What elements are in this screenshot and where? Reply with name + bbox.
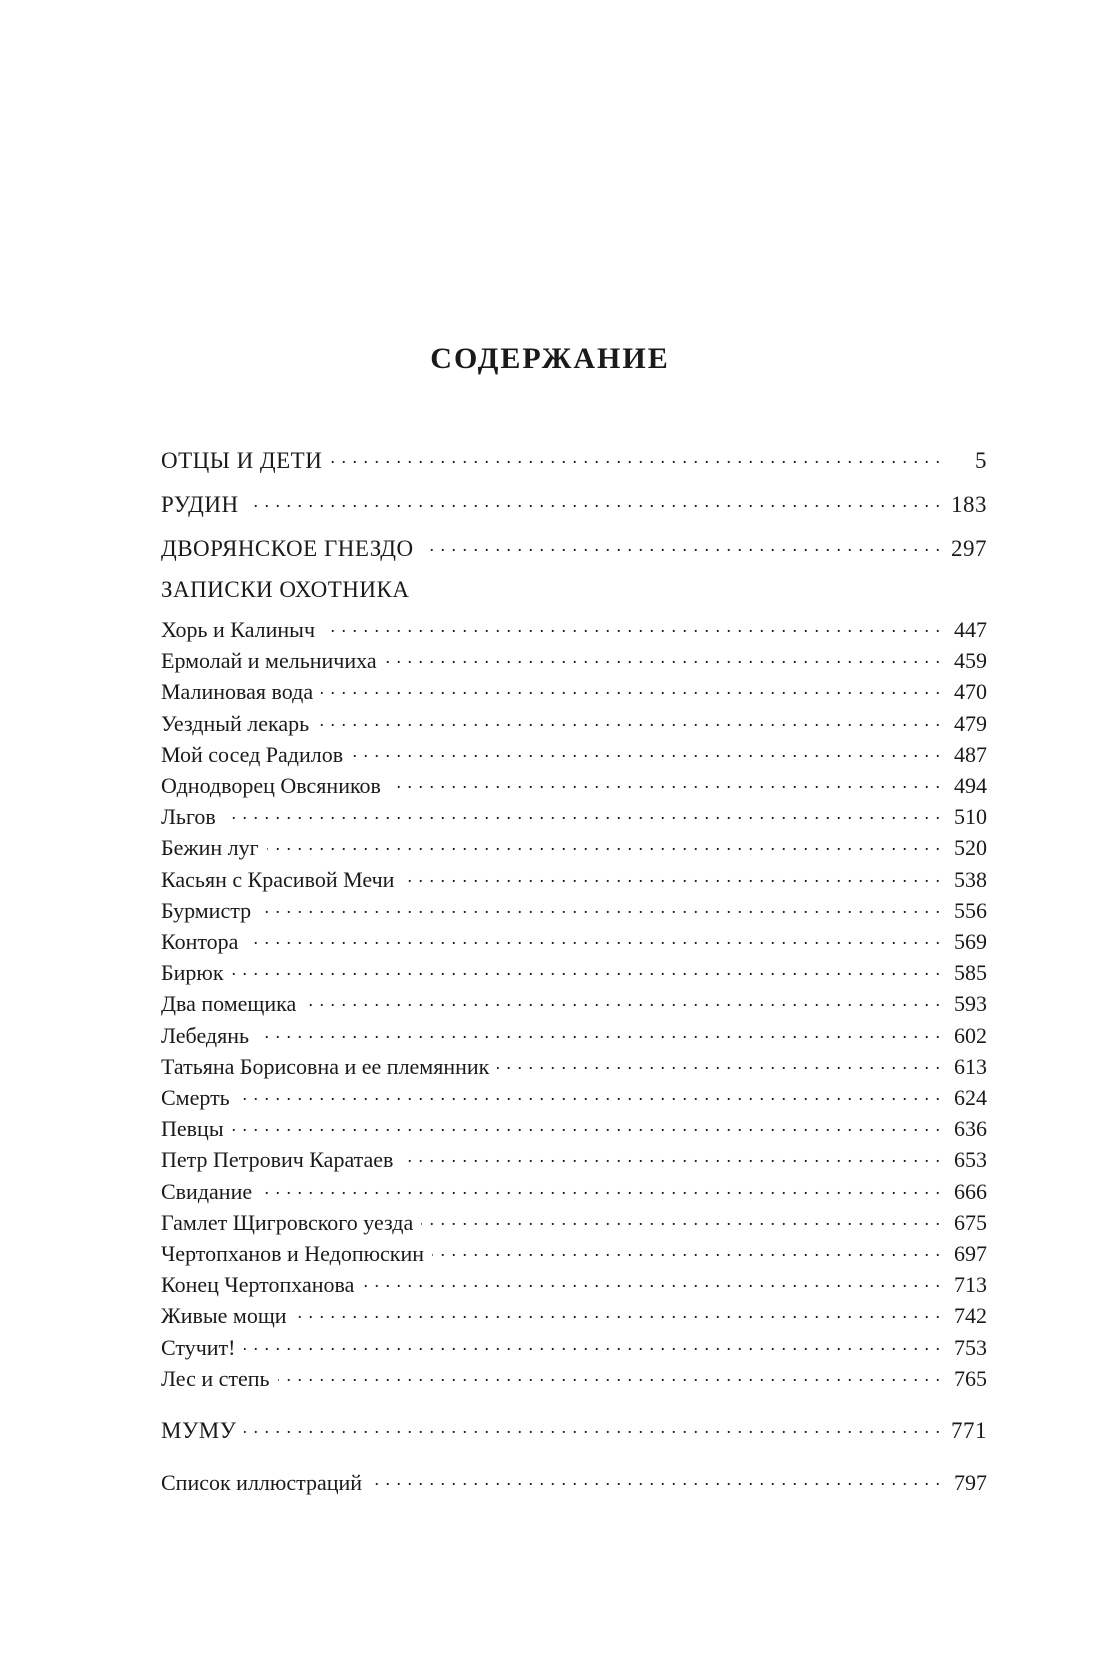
page-number: 556 — [954, 897, 987, 923]
toc-entry[interactable] — [161, 1239, 987, 1267]
dot-leader — [351, 740, 941, 762]
dot-leader — [370, 1468, 941, 1490]
toc-entry[interactable] — [161, 1301, 987, 1329]
dot-leader — [232, 958, 941, 980]
page-number: 459 — [954, 648, 987, 674]
toc-entry[interactable] — [161, 1270, 987, 1298]
page-number: 520 — [954, 835, 987, 861]
entry-title: Петр Петрович Каратаев — [161, 1147, 394, 1173]
page-number: 297 — [951, 536, 987, 561]
entry-title: Свидание — [161, 1178, 253, 1204]
page-number: 753 — [954, 1334, 987, 1360]
page-number: 447 — [954, 617, 987, 642]
entry-title: РУДИН — [161, 492, 239, 517]
page-number: 479 — [954, 710, 987, 736]
page-number: 593 — [954, 991, 987, 1017]
dot-leader — [244, 1333, 942, 1355]
page-number: 585 — [954, 960, 987, 986]
page-number: 697 — [954, 1241, 987, 1266]
entry-title: Касьян с Красивой Мечи — [161, 866, 395, 892]
dot-leader — [385, 646, 941, 668]
toc-entry-dvoryanskoe-gnezdo[interactable] — [161, 533, 987, 562]
dot-leader — [317, 709, 941, 731]
dot-leader — [401, 1145, 941, 1167]
page-number: 636 — [954, 1116, 987, 1142]
entry-title: Ермолай и мельничиха — [161, 648, 377, 674]
page-number: 613 — [954, 1053, 987, 1079]
dot-leader — [260, 1177, 941, 1199]
dot-leader — [362, 1270, 941, 1292]
page-number: 602 — [954, 1022, 987, 1048]
toc-entry[interactable] — [161, 1052, 987, 1080]
entry-title: Лес и степь — [161, 1365, 270, 1391]
entry-title: Бежин луг — [161, 835, 259, 861]
toc-entry-mumu[interactable] — [161, 1415, 987, 1444]
page-number: 494 — [954, 773, 987, 798]
page-number: 675 — [954, 1209, 987, 1235]
toc-entry[interactable] — [161, 1021, 987, 1049]
page-number: 771 — [951, 1418, 987, 1443]
dot-leader — [304, 989, 941, 1011]
toc-entry[interactable] — [161, 1333, 987, 1361]
entry-title: Два помещика — [161, 991, 297, 1017]
dot-leader — [257, 1021, 941, 1043]
dot-leader — [259, 896, 941, 918]
page-number: 653 — [954, 1147, 987, 1173]
section-heading — [161, 577, 987, 603]
toc-entry-otcy-i-deti[interactable] — [161, 445, 987, 474]
toc-entry-illustrations[interactable] — [161, 1468, 987, 1496]
dot-leader — [244, 1415, 941, 1438]
entry-title: Чертопханов и Недопюскин — [161, 1241, 425, 1266]
toc-entry[interactable] — [161, 1208, 987, 1236]
page-number: 487 — [954, 741, 987, 767]
toc-entry[interactable] — [161, 927, 987, 955]
toc-entry[interactable] — [161, 646, 987, 674]
entry-title: Малиновая вода — [161, 679, 314, 705]
dot-leader — [238, 1083, 941, 1105]
toc-entry[interactable] — [161, 615, 987, 643]
dot-leader — [321, 677, 941, 699]
page-number: 713 — [954, 1272, 987, 1298]
toc-entry[interactable] — [161, 1114, 987, 1142]
section-heading-title: ЗАПИСКИ ОХОТНИКА — [161, 577, 410, 602]
page-number: 742 — [954, 1303, 987, 1329]
dot-leader — [267, 833, 941, 855]
entry-title: Конец Чертопханова — [161, 1272, 355, 1298]
entry-title: Гамлет Щигровского уезда — [161, 1209, 414, 1235]
dot-leader — [247, 489, 941, 512]
dot-leader — [330, 445, 941, 468]
entry-title: Стучит! — [161, 1334, 236, 1360]
entry-title: Певцы — [161, 1116, 224, 1142]
entry-title: Живые мощи — [161, 1303, 287, 1329]
dot-leader — [497, 1052, 941, 1074]
dot-leader — [422, 533, 941, 556]
page-number: 765 — [954, 1365, 987, 1391]
toc-entry[interactable] — [161, 1177, 987, 1205]
dot-leader — [432, 1239, 941, 1261]
toc-entry[interactable] — [161, 958, 987, 986]
toc-entry[interactable] — [161, 709, 987, 737]
toc-entry[interactable] — [161, 989, 987, 1017]
entry-title: Хорь и Калиныч — [161, 617, 316, 642]
entry-title: Контора — [161, 929, 239, 954]
dot-leader — [246, 927, 941, 949]
page-number: 624 — [954, 1085, 987, 1110]
toc-entry[interactable] — [161, 802, 987, 830]
entry-title: Татьяна Борисовна и ее племянник — [161, 1053, 490, 1079]
toc-entry-rudin[interactable] — [161, 489, 987, 518]
entry-title: Список иллюстраций — [161, 1470, 363, 1495]
page-number: 797 — [954, 1470, 987, 1495]
dot-leader — [232, 1114, 941, 1136]
entry-title: Льгов — [161, 804, 216, 830]
entry-title: ОТЦЫ И ДЕТИ — [161, 448, 323, 473]
entry-title: Смерть — [161, 1085, 230, 1110]
toc-title: СОДЕРЖАНИЕ — [430, 342, 670, 375]
entry-title: Бирюк — [161, 960, 224, 986]
toc-entry[interactable] — [161, 896, 987, 924]
toc-entry[interactable] — [161, 833, 987, 861]
page-number: 510 — [954, 804, 987, 830]
dot-leader — [389, 771, 941, 793]
toc-entry[interactable] — [161, 771, 987, 799]
page-number: 5 — [975, 448, 987, 473]
page-number: 666 — [954, 1178, 987, 1204]
dot-leader — [421, 1208, 941, 1230]
dot-leader — [278, 1364, 941, 1386]
entry-title: Однодворец Овсяников — [161, 773, 381, 798]
entry-title: Уездный лекарь — [161, 710, 310, 736]
toc-entry[interactable] — [161, 1145, 987, 1173]
dot-leader — [402, 865, 941, 887]
dot-leader — [224, 802, 941, 824]
page-number: 538 — [954, 866, 987, 892]
page-number: 569 — [954, 929, 987, 954]
entry-title: МУМУ — [161, 1418, 237, 1443]
dot-leader — [295, 1301, 941, 1323]
dot-leader — [323, 615, 941, 637]
toc-entry[interactable] — [161, 740, 987, 768]
toc-entry[interactable] — [161, 677, 987, 705]
entry-title: ДВОРЯНСКОЕ ГНЕЗДО — [161, 536, 414, 561]
toc-entry[interactable] — [161, 1083, 987, 1111]
entry-title: Лебедянь — [161, 1022, 250, 1048]
entry-title: Бурмистр — [161, 897, 252, 923]
page-number: 470 — [954, 679, 987, 705]
entry-title: Мой сосед Радилов — [161, 741, 344, 767]
toc-entry[interactable] — [161, 865, 987, 893]
toc-entry[interactable] — [161, 1364, 987, 1392]
page-number: 183 — [951, 492, 987, 517]
